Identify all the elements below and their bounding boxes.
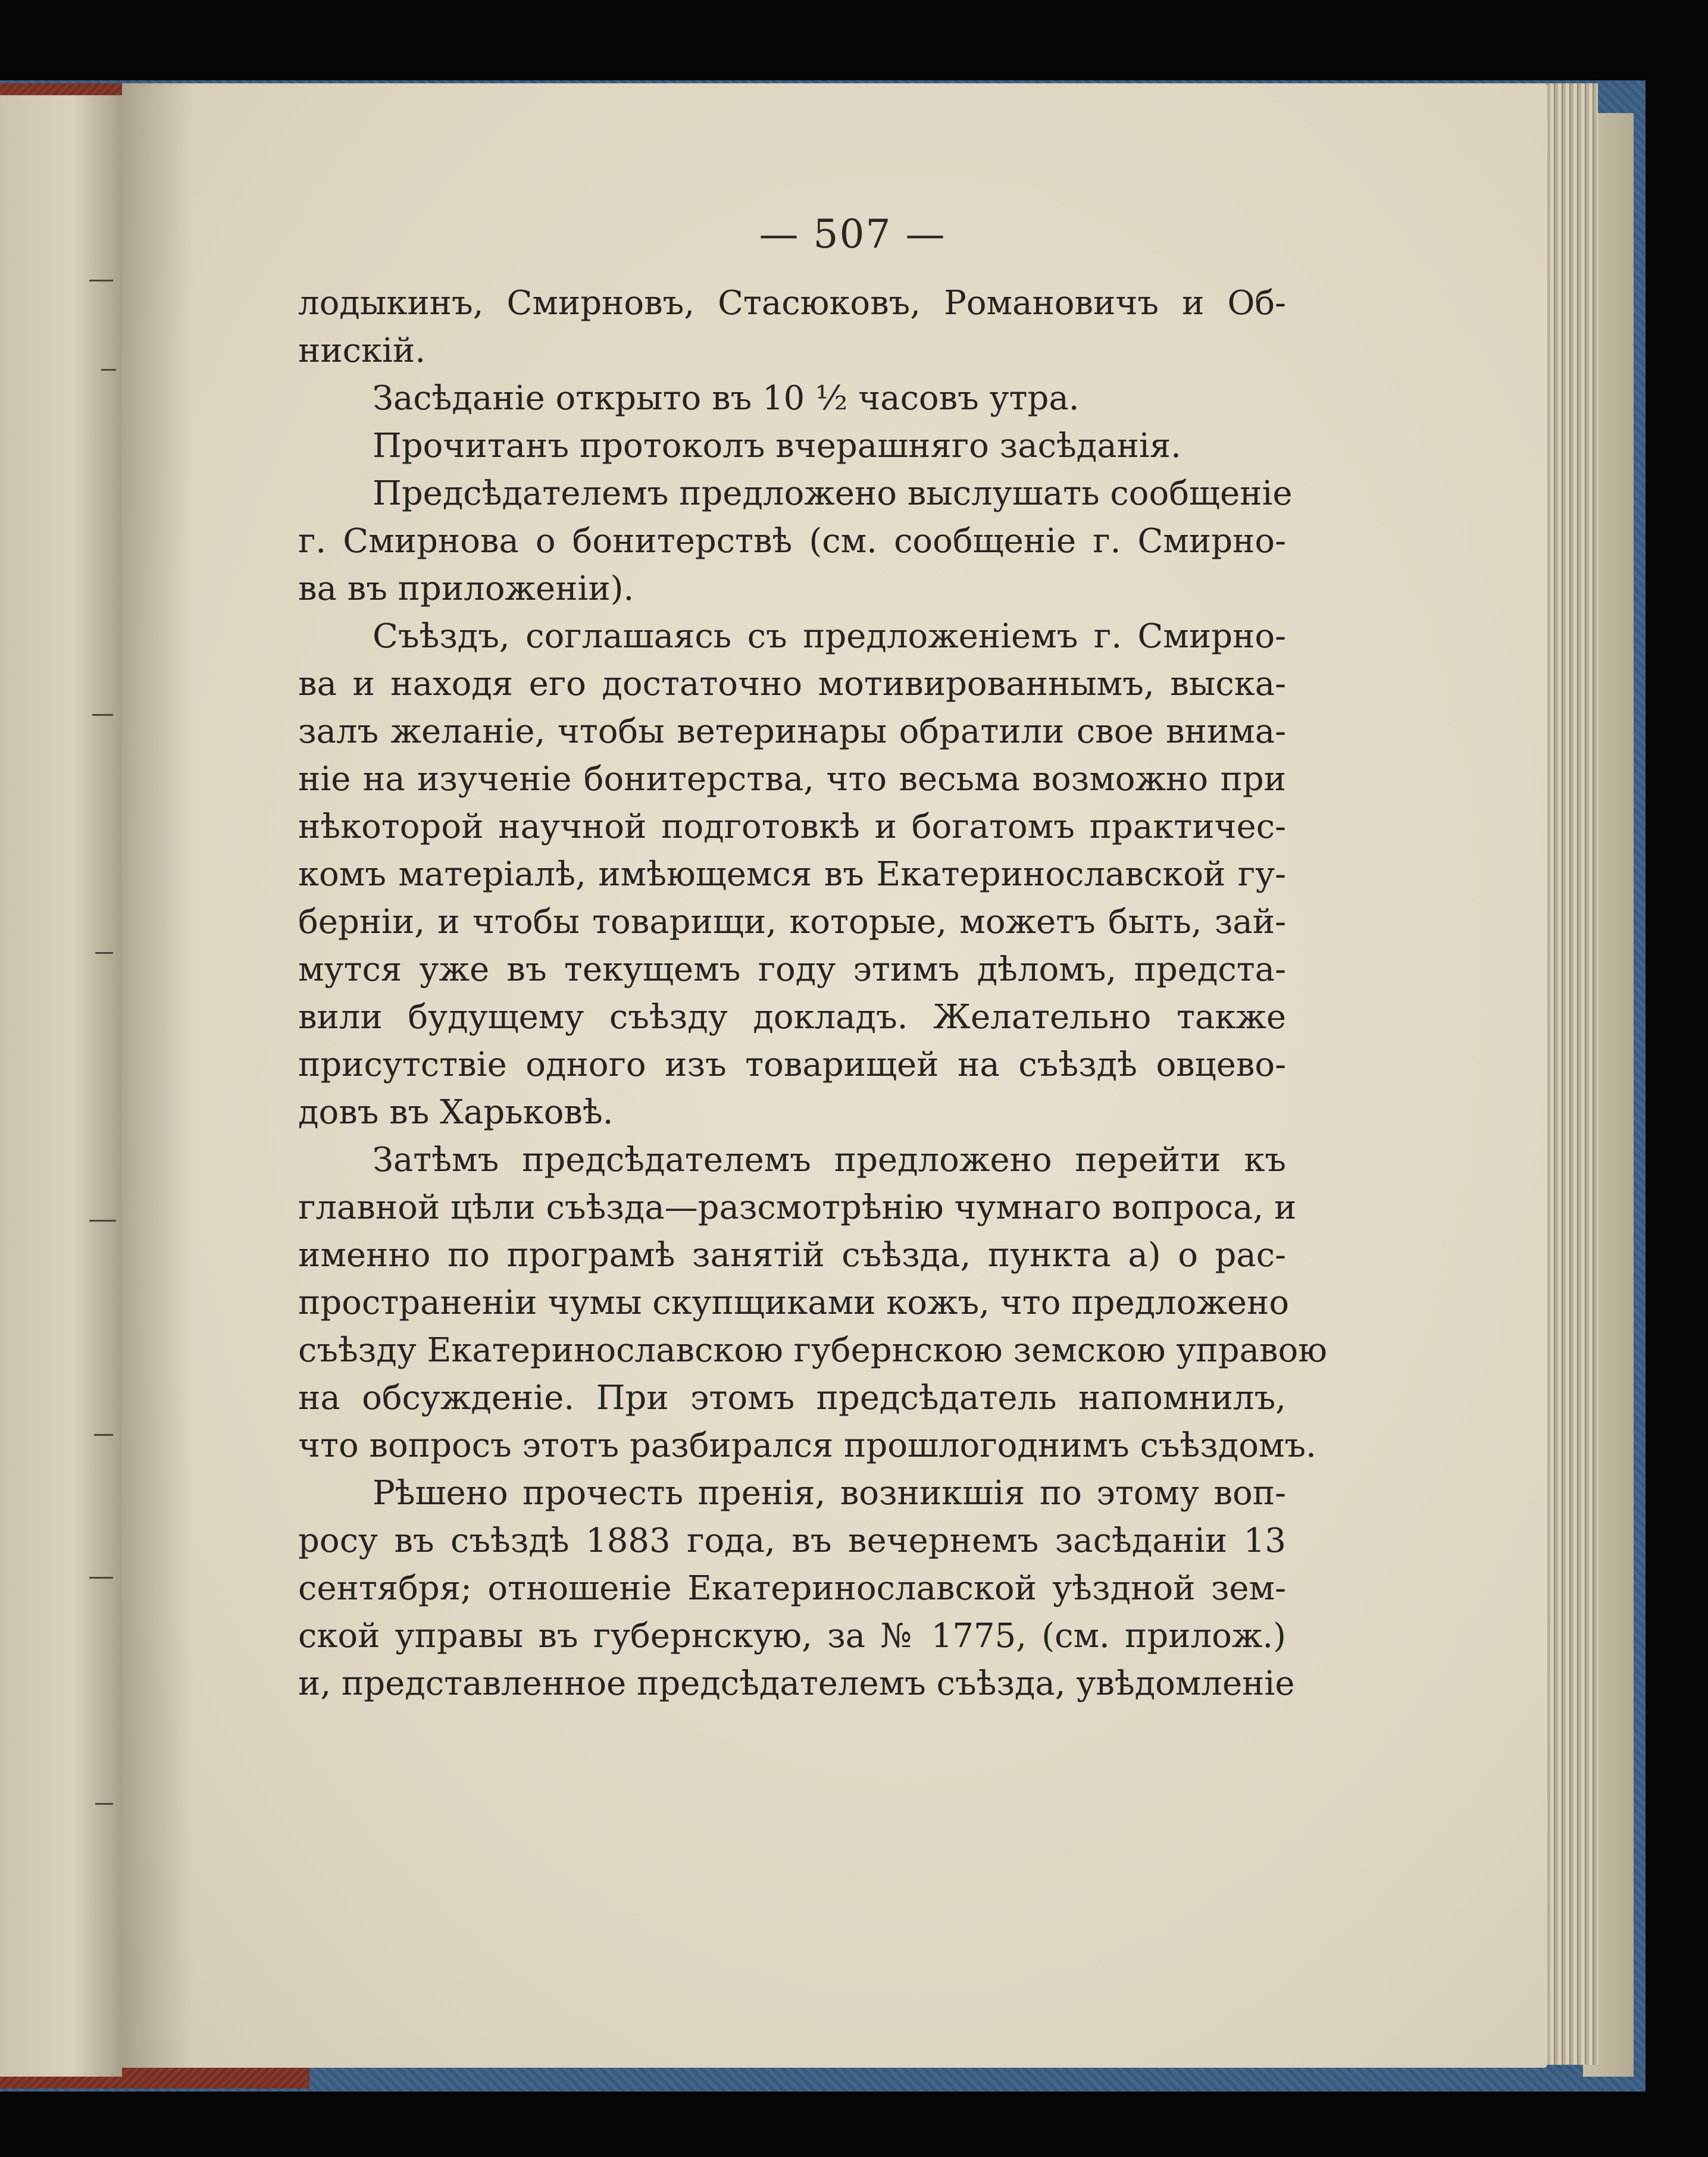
text-line: Затѣмъ предсѣдателемъ предложено перейти къ — [373, 1141, 1286, 1179]
left-page-edge — [0, 95, 122, 2077]
page-mark — [95, 1803, 113, 1805]
text-line: г. Смирнова о бонитерствѣ (см. сообщеніе г. Смирно- — [298, 522, 1286, 561]
text-line: Прочитанъ протоколъ вчерашняго засѣданія. — [373, 427, 1181, 465]
text-line: Засѣданіе открыто въ 10 ½ часовъ утра. — [373, 379, 1080, 418]
page-number: — 507 — — [759, 211, 946, 257]
text-line: залъ желаніе, чтобы ветеринары обратили свое внима- — [298, 712, 1286, 751]
page-mark — [95, 952, 113, 954]
text-line: присутствіе одного изъ товарищей на съѣздѣ овцево- — [298, 1045, 1286, 1084]
text-line: ской управы въ губернскую, за № 1775, (см. прилож.) — [298, 1617, 1286, 1655]
page-mark — [92, 714, 113, 716]
text-line: Рѣшено прочесть пренія, возникшія по этому воп- — [373, 1474, 1286, 1513]
page-mark — [89, 1220, 116, 1222]
text-line: главной цѣли съѣзда—разсмотрѣнію чумнаго вопроса, и — [298, 1188, 1297, 1227]
page-mark — [89, 1577, 113, 1579]
text-line: довъ въ Харьковѣ. — [298, 1093, 614, 1132]
page-mark — [101, 369, 116, 371]
text-line: нискій. — [298, 331, 426, 370]
text-line: Предсѣдателемъ предложено выслушать сообщеніе — [373, 474, 1293, 513]
text-line: лодыкинъ, Смирновъ, Стасюковъ, Романовичъ и Об- — [298, 284, 1286, 323]
text-line: съѣзду Екатеринославскою губернскою земскою управою — [298, 1331, 1327, 1370]
text-line: ніе на изученіе бонитерства, что весьма возможно при — [298, 760, 1286, 799]
text-line: Съѣздъ, соглашаясь съ предложеніемъ г. Смирно- — [373, 617, 1286, 656]
text-line: ва и находя его достаточно мотивированнымъ, выска- — [298, 665, 1286, 703]
gutter-shadow — [122, 83, 193, 2068]
text-line: вили будущему съѣзду докладъ. Желательно также — [298, 998, 1286, 1037]
text-line: комъ матеріалѣ, имѣющемся въ Екатеринославской гу- — [298, 855, 1286, 894]
text-line: на обсужденіе. При этомъ предсѣдатель напомнилъ, — [298, 1379, 1286, 1417]
page-mark — [89, 280, 113, 281]
book-page — [122, 83, 1547, 2068]
text-line: сентября; отношеніе Екатеринославской уѣздной зем- — [298, 1569, 1286, 1608]
text-line: росу въ съѣздѣ 1883 года, въ вечернемъ засѣданіи 13 — [298, 1522, 1286, 1560]
text-line: что вопросъ этотъ разбирался прошлогоднимъ съѣздомъ. — [298, 1426, 1316, 1465]
page-mark — [94, 1434, 113, 1436]
text-line: нѣкоторой научной подготовкѣ и богатомъ практичес- — [298, 807, 1286, 846]
text-line: именно по програмѣ занятій съѣзда, пункта а) о рас- — [298, 1236, 1286, 1275]
text-body — [298, 280, 1327, 1708]
text-line: и, представленное предсѣдателемъ съѣзда, увѣдомленіе — [298, 1664, 1295, 1703]
text-line: ва въ приложеніи). — [298, 569, 634, 608]
text-line: мутся уже въ текущемъ году этимъ дѣломъ, предста- — [298, 950, 1286, 989]
text-line: пространеніи чумы скупщиками кожъ, что предложено — [298, 1283, 1290, 1322]
text-line: берніи, и чтобы товарищи, которые, можетъ быть, зай- — [298, 903, 1286, 941]
